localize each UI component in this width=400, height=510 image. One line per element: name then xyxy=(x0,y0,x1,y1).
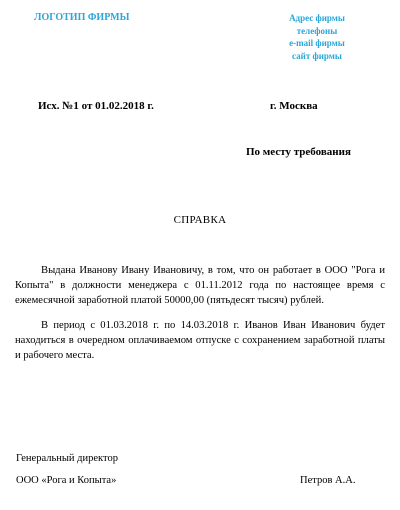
company-phones: телефоны xyxy=(296,25,338,36)
outgoing-reference: Исх. №1 от 01.02.2018 г. xyxy=(38,100,154,112)
company-address: Адрес фирмы xyxy=(289,13,345,23)
document-body xyxy=(15,263,385,372)
document-title: СПРАВКА xyxy=(173,214,227,226)
signer-position: Генеральный директор xyxy=(16,453,118,464)
addressee: По месту требования xyxy=(246,146,351,158)
body-paragraph: В период с 01.03.2018 г. по 14.03.2018 г. Иванов Иван Иванович будет находиться в очередном оплачиваемом отпуске с сохранением заработной платы и рабочего места. xyxy=(15,319,385,362)
signer-organization: ООО «Рога и Копыта» xyxy=(16,475,117,486)
body-paragraph: Выдана Иванову Ивану Ивановичу, в том, что он работает в ООО "Рога и Копыта" в должности менеджера с 01.11.2012 года по настоящее время с ежемесячной заработной платой 50000,00 (пятьдесят тысяч) рублей. xyxy=(15,265,385,307)
signer-name: Петров А.А. xyxy=(300,475,356,486)
logo-placeholder: ЛОГОТИП ФИРМЫ xyxy=(34,12,130,23)
company-email: e-mail фирмы xyxy=(289,38,345,48)
company-info xyxy=(262,12,372,62)
company-website: сайт фирмы xyxy=(292,50,342,61)
city: г. Москва xyxy=(270,100,318,112)
